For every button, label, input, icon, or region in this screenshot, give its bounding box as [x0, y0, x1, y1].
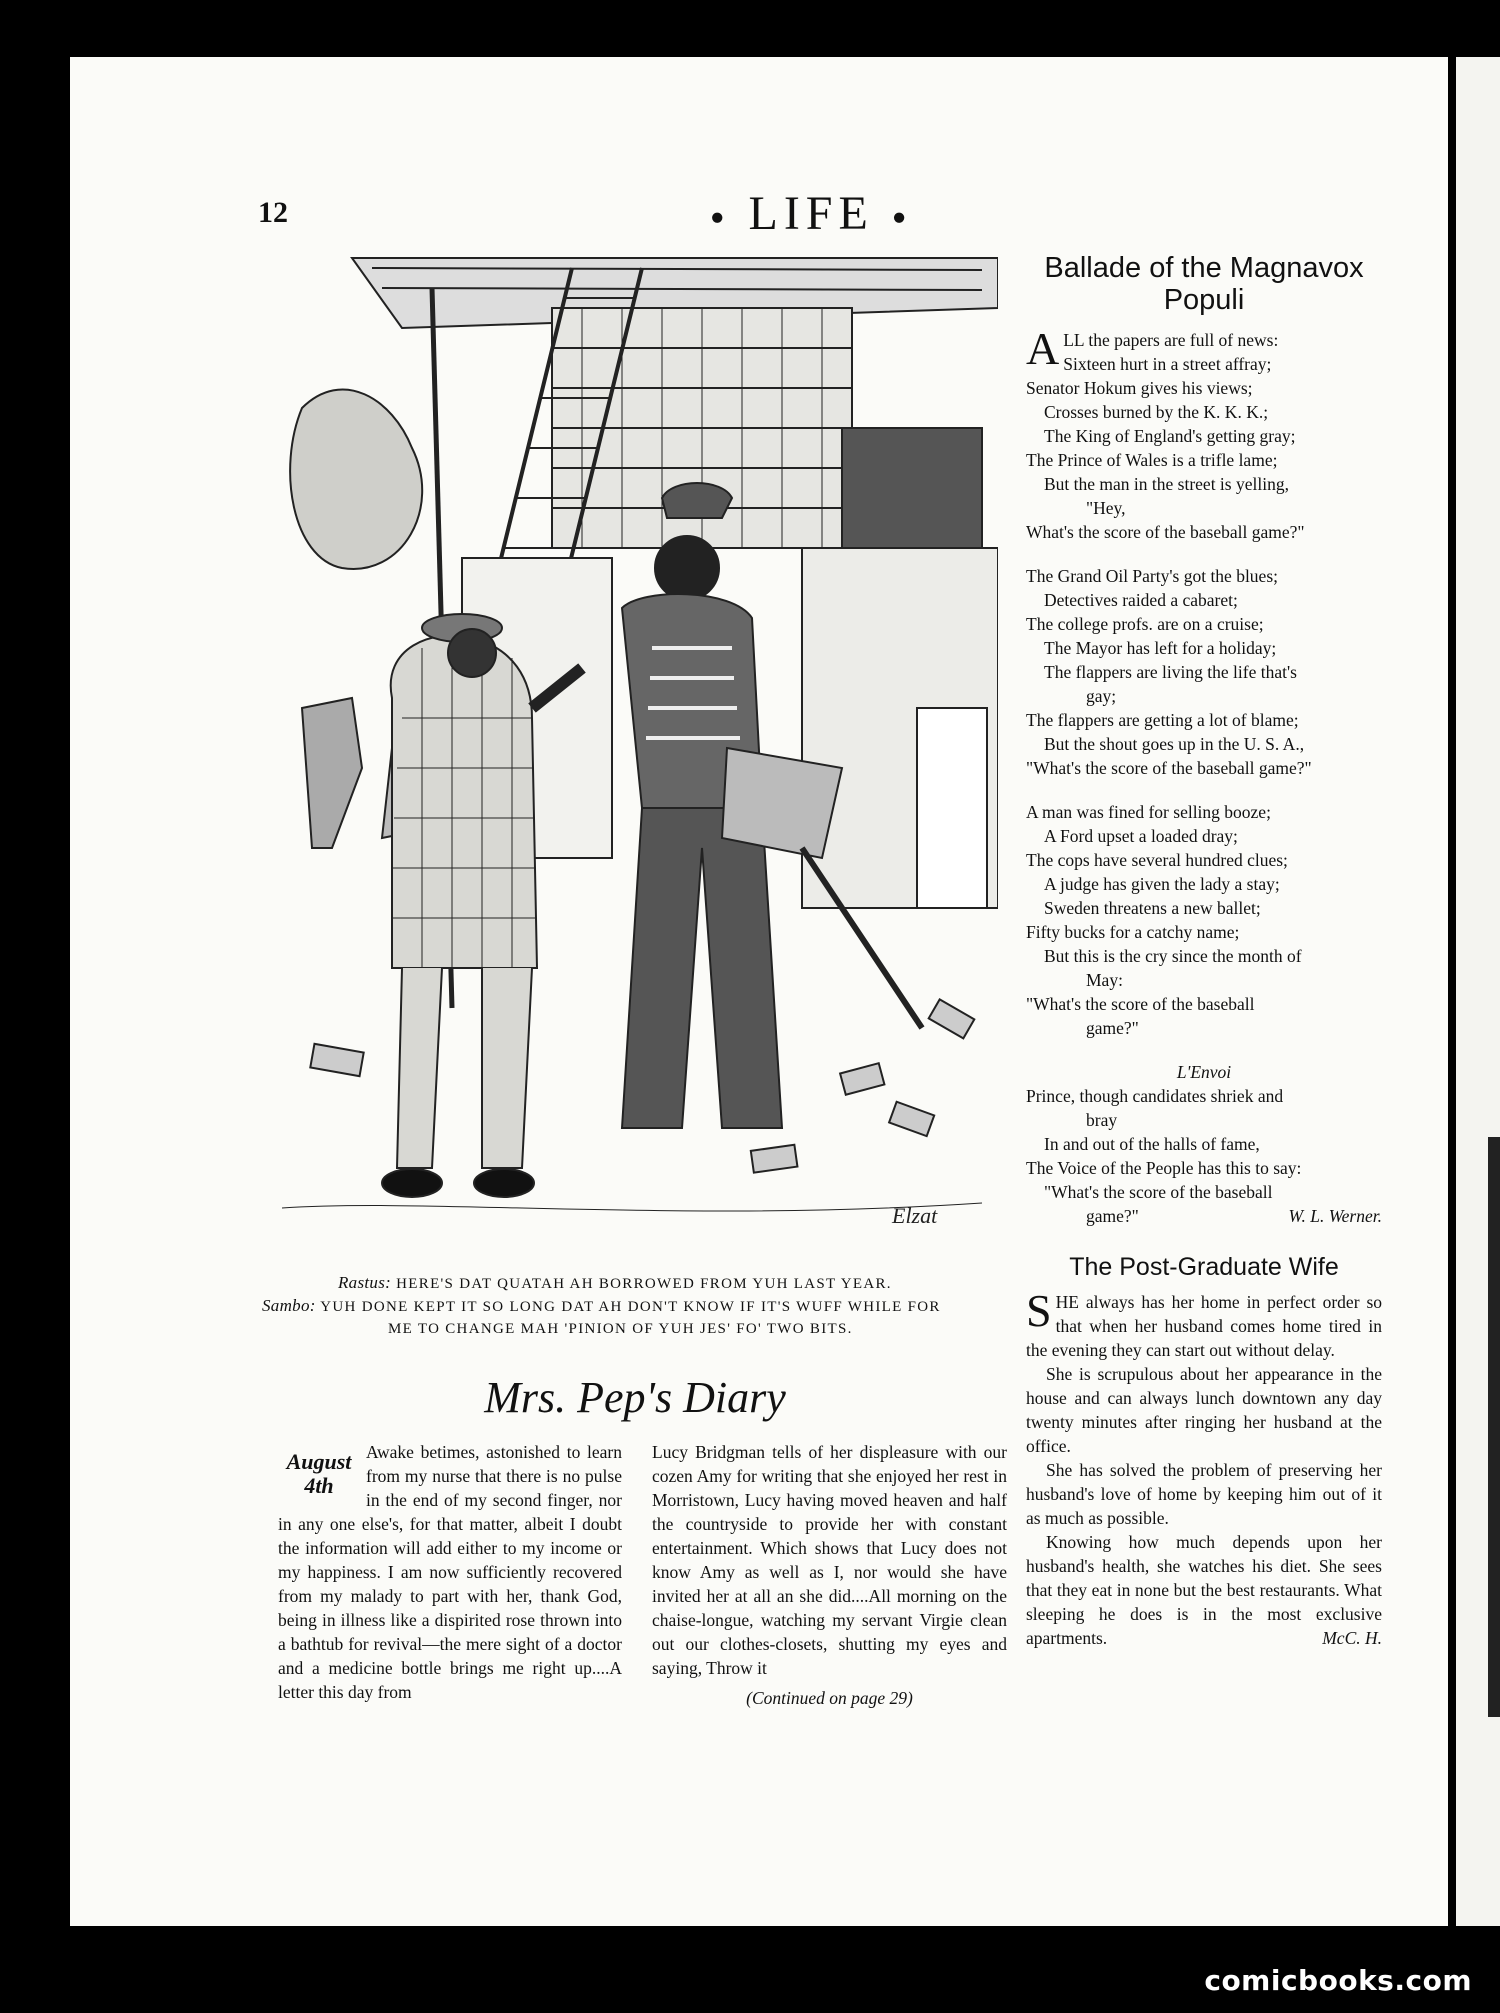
poem-line: "Hey,: [1086, 498, 1126, 518]
poem-line: The Voice of the People has this to say:: [1026, 1158, 1302, 1178]
poem-line: "What's the score of the baseball: [1026, 994, 1255, 1014]
next-page-illustration: [1488, 1137, 1500, 1717]
masthead-dot-right: ●: [891, 204, 913, 231]
caption-text-2: YUH DONE KEPT IT SO LONG DAT AH DON'T KNOW IF IT'S WUFF WHILE FOR: [320, 1299, 941, 1315]
poem-line-text: game?": [1086, 1206, 1139, 1226]
cartoon-caption: [262, 1272, 1002, 1340]
diary-column-1: [278, 1440, 622, 1704]
poem-line: game?": [1086, 1018, 1139, 1038]
poem-line: Senator Hokum gives his views;: [1026, 378, 1253, 398]
continued-notice: (Continued on page 29): [746, 1688, 913, 1708]
poem-line: The college profs. are on a cruise;: [1026, 614, 1264, 634]
poem-line: The cops have several hundred clues;: [1026, 850, 1288, 870]
poem-line: Prince, though candidates shriek and: [1026, 1086, 1284, 1106]
diary-title-text: Mrs. Pep's Diary: [484, 1373, 786, 1422]
ballade-title-line-2: Populi: [1163, 284, 1245, 316]
wife-paragraph-1: [1026, 1285, 1382, 1362]
poem-line: Detectives raided a cabaret;: [1044, 590, 1238, 610]
poem-line: Crosses burned by the K. K. K.;: [1044, 402, 1269, 422]
ballade-envoi: [1026, 1060, 1382, 1228]
ballade-stanza-1: [1026, 323, 1382, 544]
poem-line: [1026, 1204, 1382, 1228]
wife-article: [1026, 1285, 1382, 1650]
poem-line: Fifty bucks for a catchy name;: [1026, 922, 1240, 942]
poem-line: bray: [1086, 1110, 1118, 1130]
envoi-title: L'Envoi: [1176, 1062, 1232, 1082]
wife-paragraph-4: [1026, 1530, 1382, 1650]
poem-line: But the man in the street is yelling,: [1044, 474, 1289, 494]
caption-speaker-sambo: Sambo:: [262, 1296, 316, 1315]
ballade-dropcap: A: [1026, 323, 1060, 374]
poem-line: The Grand Oil Party's got the blues;: [1026, 566, 1278, 586]
poem-line: LL the papers are full of news:: [1063, 330, 1279, 350]
poem-line: gay;: [1086, 686, 1117, 706]
wife-text-1: HE always has her home in perfect order so that when her husband comes home tired in the evening they can start out without delay.: [1026, 1292, 1382, 1360]
wife-dropcap: S: [1026, 1285, 1052, 1336]
caption-speaker-rastus: Rastus:: [338, 1273, 392, 1292]
diary-column-2: [652, 1440, 1007, 1710]
masthead-title: LIFE: [748, 187, 874, 240]
poem-line: But the shout goes up in the U. S. A.,: [1044, 734, 1305, 754]
poem-line: The flappers are getting a lot of blame;: [1026, 710, 1299, 730]
wife-paragraph-3: She has solved the problem of preserving her husband's love of home by keeping him out of it as much as possible.: [1026, 1460, 1382, 1528]
ballade-title-line-1: Ballade of the Magnavox: [1044, 252, 1364, 284]
masthead-dot-left: ●: [710, 204, 731, 231]
diary-date: August 4th: [286, 1449, 352, 1498]
poem-line: "What's the score of the baseball game?": [1026, 758, 1312, 778]
masthead: [710, 186, 912, 241]
poem-line: The King of England's getting gray;: [1044, 426, 1296, 446]
ballade-title: [1026, 252, 1382, 316]
caption-line-1: [262, 1272, 1002, 1295]
wife-title: The Post-Graduate Wife: [1069, 1253, 1339, 1281]
poem-line: A judge has given the lady a stay;: [1044, 874, 1280, 894]
diary-text-2: Lucy Bridgman tells of her displeasure with our cozen Amy for writing that she enjoyed her rest in Morristown, Lucy having moved heaven and half the countryside to provide her with constant entertainment. Which shows that Lucy does not know Amy as well as I, nor would she have invited her at all an she did....All morning on the chaise-longue, watching my servant Virgie clean out our clothes-closets, shutting my eyes and saying, Throw it: [652, 1442, 1007, 1678]
wife-author: McC. H.: [1322, 1628, 1382, 1648]
poem-line: But this is the cry since the month of: [1044, 946, 1302, 966]
poem-line: May:: [1086, 970, 1123, 990]
ballade-stanza-2: [1026, 564, 1382, 780]
diary-text-1: Awake betimes, astonished to learn from my nurse that there is no pulse in the end of my second finger, nor in any one else's, for that matter, albeit I doubt the information will add either to my income or my happiness. I am now sufficiently recovered from my malady to part with her, thank God, being in illness like a dispirited rose thrown into a bathtub for revival—the mere sight of a doctor and a medicine bottle brings me right up....A letter this day from: [278, 1442, 622, 1702]
poem-line: Sweden threatens a new ballet;: [1044, 898, 1261, 918]
caption-line-3: ME TO CHANGE MAH 'PINION OF YUH JES' FO' TWO BITS.: [388, 1321, 853, 1337]
poem-line: The Prince of Wales is a trifle lame;: [1026, 450, 1278, 470]
poem-line: In and out of the halls of fame,: [1044, 1134, 1260, 1154]
caption-text-1: HERE'S DAT QUATAH AH BORROWED FROM YUH LAST YEAR.: [396, 1276, 892, 1292]
ballade-poem: [1026, 323, 1382, 1228]
cartoon-illustration: [282, 248, 998, 1258]
wife-text-4: Knowing how much depends upon her husband's health, she watches his diet. She sees that they eat in none but the best restaurants. What sleeping he does is in the most exclusive apartments.: [1026, 1532, 1382, 1648]
caption-line-2: [262, 1295, 1002, 1318]
poem-line: "What's the score of the baseball: [1044, 1182, 1273, 1202]
poem-line: The flappers are living the life that's: [1044, 662, 1297, 682]
poem-line: What's the score of the baseball game?": [1026, 522, 1305, 542]
ballade-author: W. L. Werner.: [1288, 1206, 1382, 1226]
poem-line: The Mayor has left for a holiday;: [1044, 638, 1277, 658]
diary-title: [455, 1368, 815, 1428]
artist-signature: Elzat: [892, 1203, 938, 1228]
poem-line: Sixteen hurt in a street affray;: [1063, 354, 1272, 374]
poem-line: A man was fined for selling booze;: [1026, 802, 1271, 822]
ballade-stanza-3: [1026, 800, 1382, 1040]
page-number: 12: [258, 196, 288, 229]
poem-line: A Ford upset a loaded dray;: [1044, 826, 1238, 846]
wife-paragraph-2: She is scrupulous about her appearance in the house and can always lunch downtown any day twenty minutes after ringing her husband at the office.: [1026, 1364, 1382, 1456]
site-credit: comicbooks.com: [1204, 1964, 1472, 1997]
next-page-edge: [1456, 57, 1500, 1926]
